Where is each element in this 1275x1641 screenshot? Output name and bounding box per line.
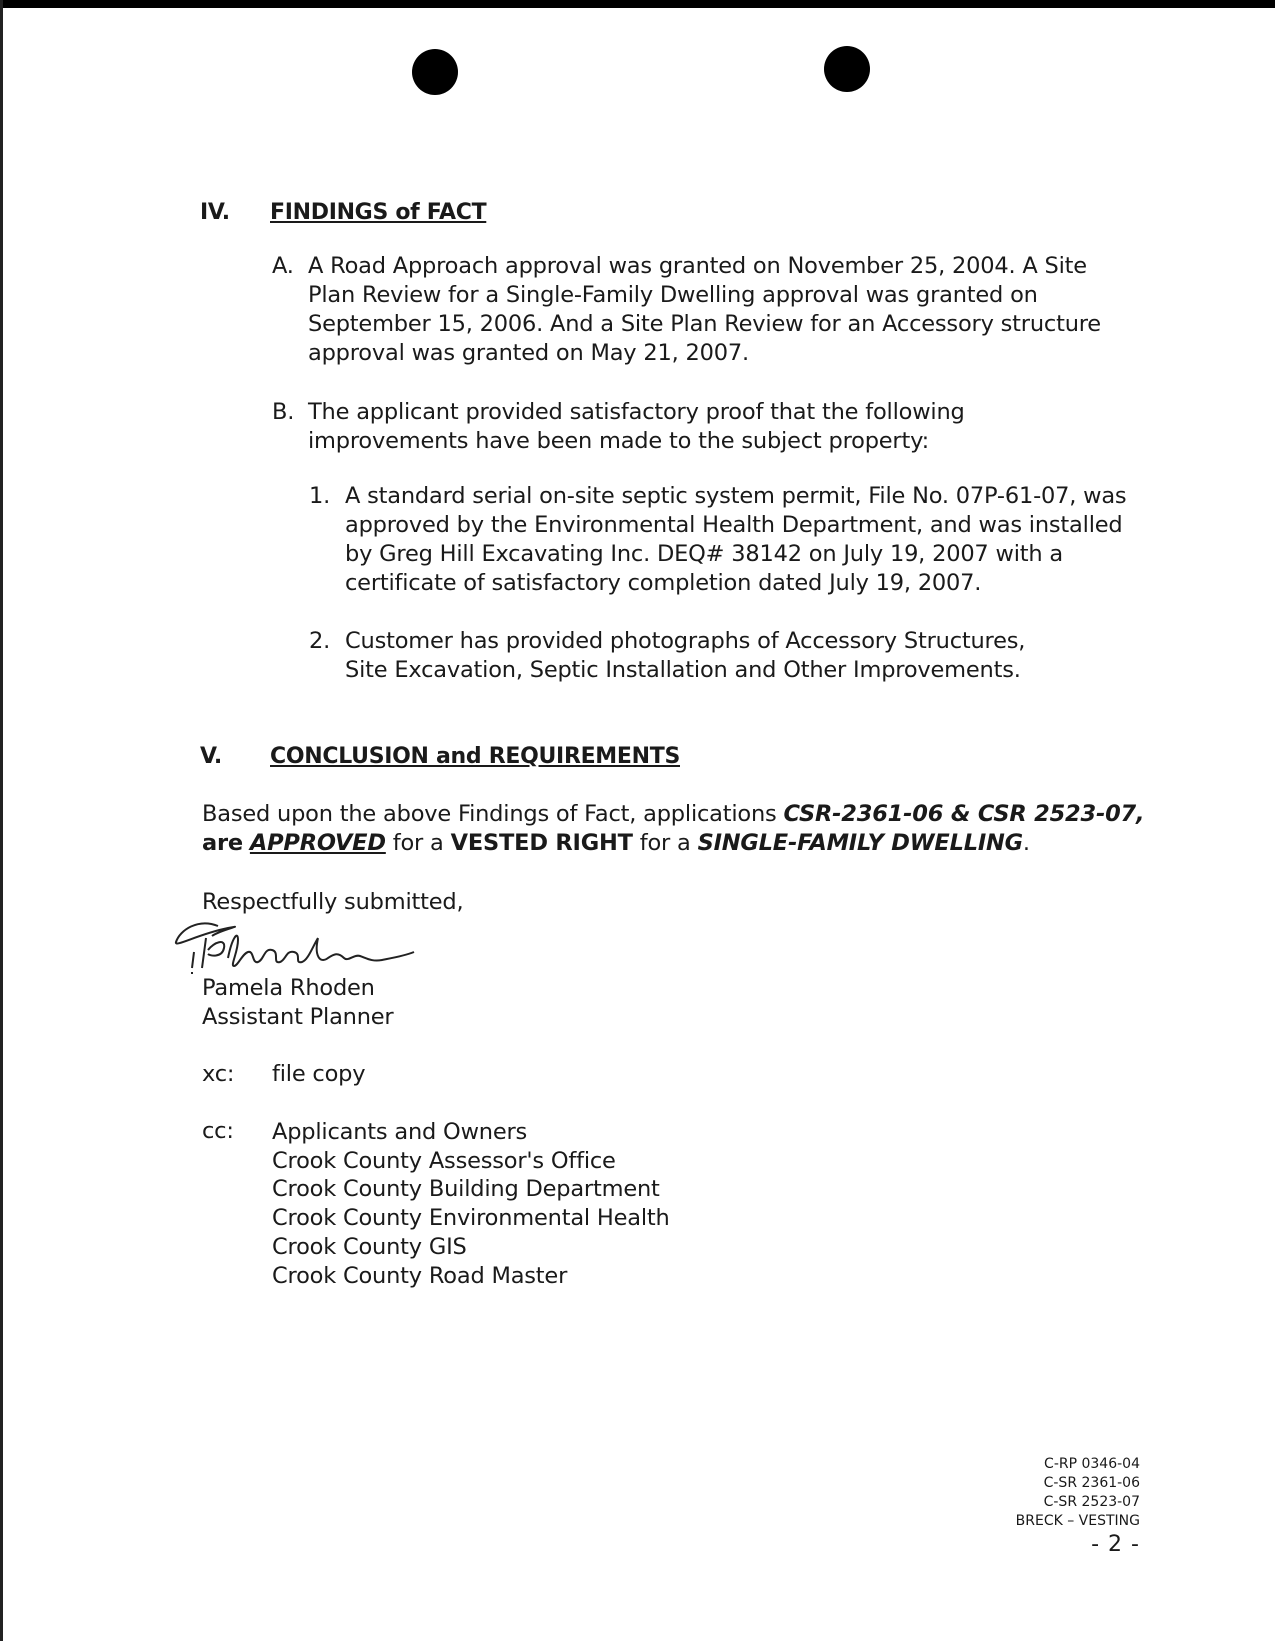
conclusion-paragraph — [202, 800, 1152, 858]
cc-recipient: Crook County GIS — [272, 1233, 467, 1260]
improvement-2-mark: 2. — [309, 628, 331, 654]
application-numbers: CSR-2361-06 & CSR 2523-07, — [783, 801, 1145, 827]
improvement-2-text: Customer has provided photographs of Accessory Structures, Site Excavation, Septic Installation and Other Improvements. — [345, 628, 1026, 683]
finding-b-text: The applicant provided satisfactory proof that the following improvements have been made to the subject property: — [308, 399, 965, 454]
signer-name: Pamela Rhoden — [202, 975, 375, 1001]
conclusion-text-1: Based upon the above Findings of Fact, applications — [202, 801, 784, 827]
improvement-1-text: A standard serial on-site septic system permit, File No. 07P-61-07, was approved by the Environmental Health Department, and was installed by Greg Hill Excavating Inc. DEQ# 38142 on July 19, 2007 with a certificate of satisfactory completion dated July 19, 2007. — [345, 483, 1127, 596]
section-iv-number: IV. — [200, 200, 230, 225]
salutation: Respectfully submitted, — [202, 889, 464, 915]
file-ref: C-RP 0346-04 — [1044, 1456, 1140, 1472]
punch-hole-right — [824, 46, 870, 92]
finding-a-mark: A. — [272, 253, 294, 279]
scan-left-border — [0, 0, 3, 1641]
file-ref: C-SR 2523-07 — [1043, 1494, 1140, 1510]
cc-label: cc: — [202, 1118, 234, 1144]
cc-recipient: Crook County Environmental Health — [272, 1205, 670, 1232]
conclusion-are: are — [202, 830, 243, 856]
xc-value: file copy — [272, 1061, 366, 1087]
cc-recipient: Applicants and Owners — [272, 1119, 528, 1145]
vested-right: VESTED RIGHT — [450, 830, 633, 856]
cc-recipient: Crook County Building Department — [272, 1176, 660, 1203]
conclusion-text-2: for a — [385, 830, 451, 856]
cc-recipients — [272, 1118, 670, 1290]
finding-b-mark: B. — [272, 399, 295, 425]
conclusion-text-4: . — [1022, 830, 1030, 856]
section-v-number: V. — [200, 744, 222, 769]
finding-a-text: A Road Approach approval was granted on November 25, 2004. A Site Plan Review for a Single-Family Dwelling approval was granted on September 15, 2006. And a Site Plan Review for an Accessory structure approval was granted on May 21, 2007. — [308, 253, 1101, 366]
signer-title: Assistant Planner — [202, 1004, 394, 1030]
dwelling-type: SINGLE-FAMILY DWELLING — [697, 830, 1023, 856]
section-iv-title: FINDINGS of FACT — [270, 200, 487, 225]
cc-recipient: Crook County Road Master — [272, 1262, 568, 1289]
section-v-title: CONCLUSION and REQUIREMENTS — [270, 744, 680, 769]
conclusion-text-3: for a — [632, 830, 698, 856]
improvement-1-mark: 1. — [309, 483, 331, 509]
cc-recipient: Crook County Assessor's Office — [272, 1147, 616, 1174]
file-ref: BRECK – VESTING — [1015, 1513, 1140, 1529]
file-reference-block — [1015, 1455, 1140, 1557]
scan-top-border — [0, 0, 1275, 8]
file-ref: C-SR 2361-06 — [1043, 1475, 1140, 1491]
page-number: - 2 - — [1091, 1532, 1140, 1557]
punch-hole-left — [412, 49, 458, 95]
xc-label: xc: — [202, 1061, 235, 1087]
approved-status: APPROVED — [249, 830, 386, 856]
